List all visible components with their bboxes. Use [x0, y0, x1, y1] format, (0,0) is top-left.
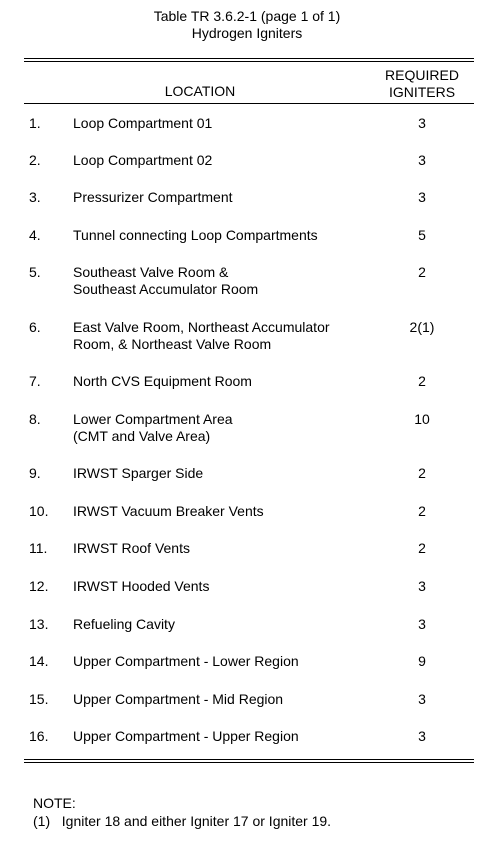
row-location-line2: (CMT and Valve Area) — [73, 428, 211, 444]
row-number: 1. — [29, 115, 41, 131]
row-number: 10. — [29, 503, 49, 519]
table-title: Table TR 3.6.2-1 (page 1 of 1) — [153, 8, 341, 24]
row-number: 13. — [29, 616, 49, 632]
row-number: 4. — [29, 227, 41, 243]
row-location — [73, 373, 363, 390]
row-location — [73, 616, 363, 633]
row-required-igniters: 2 — [418, 503, 426, 519]
row-required-igniters: 9 — [418, 653, 426, 669]
column-header-required-igniters — [372, 67, 472, 101]
row-location — [73, 465, 363, 482]
row-number: 8. — [29, 411, 41, 427]
row-number: 9. — [29, 465, 41, 481]
row-number: 15. — [29, 691, 49, 707]
row-number: 16. — [29, 728, 49, 744]
row-location-line1: North CVS Equipment Room — [73, 373, 252, 389]
top-rule-2 — [24, 61, 474, 62]
row-location — [73, 189, 363, 206]
row-required-igniters: 2(1) — [409, 319, 435, 335]
row-location-line1: Upper Compartment - Upper Region — [73, 728, 299, 744]
row-location — [73, 227, 363, 244]
row-number: 5. — [29, 264, 41, 280]
row-location-line1: IRWST Hooded Vents — [73, 578, 210, 594]
row-location-line1: Loop Compartment 02 — [73, 152, 213, 168]
row-number: 7. — [29, 373, 41, 389]
row-location — [73, 578, 363, 595]
row-required-igniters: 2 — [418, 373, 426, 389]
row-required-igniters: 3 — [418, 115, 426, 131]
row-required-igniters: 2 — [418, 465, 426, 481]
row-required-igniters: 2 — [418, 540, 426, 556]
row-location-line1: Upper Compartment - Lower Region — [73, 653, 299, 669]
row-number: 14. — [29, 653, 49, 669]
row-location-line1: IRWST Vacuum Breaker Vents — [73, 503, 264, 519]
row-location — [73, 728, 363, 745]
row-location-line1: Tunnel connecting Loop Compartments — [73, 227, 318, 243]
row-number: 2. — [29, 152, 41, 168]
bottom-rule-1 — [24, 759, 474, 760]
column-header-required-line2: IGNITERS — [388, 84, 456, 100]
row-required-igniters: 2 — [418, 264, 426, 280]
row-location-line1: IRWST Roof Vents — [73, 540, 190, 556]
row-required-igniters: 3 — [418, 728, 426, 744]
row-location — [73, 503, 363, 520]
row-number: 11. — [29, 540, 48, 556]
table-subtitle: Hydrogen Igniters — [191, 25, 303, 41]
row-location — [73, 411, 363, 445]
row-location-line2: Southeast Accumulator Room — [73, 281, 259, 297]
row-location — [73, 152, 363, 169]
row-location — [73, 691, 363, 708]
row-location — [73, 653, 363, 670]
row-required-igniters: 3 — [418, 152, 426, 168]
note-text: (1) Igniter 18 and either Igniter 17 or Igniter 19. — [33, 813, 332, 829]
row-location-line1: Southeast Valve Room & — [73, 264, 229, 280]
row-location — [73, 264, 363, 298]
row-number: 6. — [29, 319, 41, 335]
row-number: 3. — [29, 189, 41, 205]
row-location — [73, 115, 363, 132]
bottom-rule-2 — [24, 762, 474, 763]
row-required-igniters: 3 — [418, 189, 426, 205]
row-location-line1: Pressurizer Compartment — [73, 189, 233, 205]
row-required-igniters: 3 — [418, 691, 426, 707]
row-location-line1: Lower Compartment Area — [73, 411, 233, 427]
row-location-line1: IRWST Sparger Side — [73, 465, 204, 481]
row-location-line1: Loop Compartment 01 — [73, 115, 213, 131]
row-required-igniters: 3 — [418, 616, 426, 632]
header-rule — [24, 103, 474, 104]
row-required-igniters: 3 — [418, 578, 426, 594]
row-location-line1: Upper Compartment - Mid Region — [73, 691, 284, 707]
row-location-line1: Refueling Cavity — [73, 616, 175, 632]
row-required-igniters: 5 — [418, 227, 426, 243]
row-required-igniters: 10 — [414, 411, 430, 427]
top-rule-1 — [24, 58, 474, 59]
row-location-line2: Room, & Northeast Valve Room — [73, 336, 272, 352]
column-header-required-line1: REQUIRED — [385, 67, 459, 83]
column-header-location: LOCATION — [164, 83, 236, 99]
note-title: NOTE: — [33, 795, 76, 811]
row-location-line1: East Valve Room, Northeast Accumulator — [73, 319, 330, 335]
row-location — [73, 319, 363, 353]
row-location — [73, 540, 363, 557]
row-number: 12. — [29, 578, 49, 594]
